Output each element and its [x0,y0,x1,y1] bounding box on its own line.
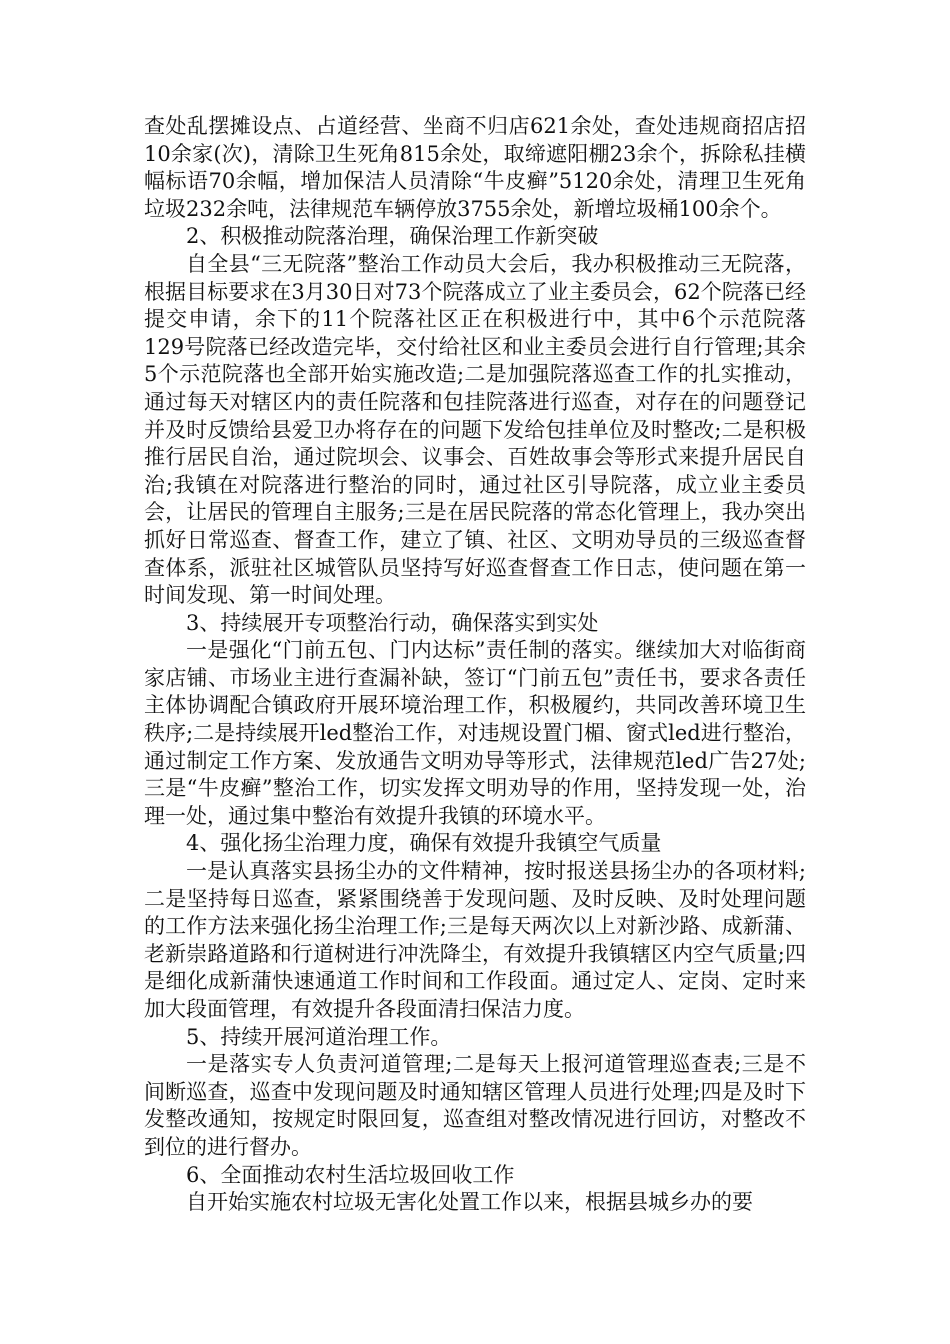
paragraph-rural-garbage: 自开始实施农村垃圾无害化处置工作以来，根据县城乡办的要 [186,1190,753,1215]
document-body [144,113,806,1217]
paragraph-continuation: 查处乱摆摊设点、占道经营、坐商不归店621余处，查处违规商招店招10余家(次)，清除卫生死角815余处，取缔遮阳棚23余个，拆除私挂横幅标语70余幅，增加保洁人员清除“牛皮癣”5120余处，清理卫生死角垃圾232余吨，法律规范车辆停放3755余处，新增垃圾桶100余个。 [144,114,806,221]
paragraph-dust-control: 一是认真落实县扬尘办的文件精神，按时报送县扬尘办的各项材料;二是坚持每日巡查，紧紧围绕善于发现问题、及时反映、及时处理问题的工作方法来强化扬尘治理工作;三是每天两次以上对新沙路、成新蒲、老新崇路道路和行道树进行冲洗降尘，有效提升我镇辖区内空气质量;四是细化成新蒲快速通道工作时间和工作段面。通过定人、定岗、定时来加大段面管理，有效提升各段面清扫保洁力度。 [144,859,806,1021]
section-heading-2: 2、积极推动院落治理，确保治理工作新突破 [186,224,599,249]
section-heading-3: 3、持续展开专项整治行动，确保落实到实处 [186,610,599,635]
section-heading-6: 6、全面推动农村生活垃圾回收工作 [186,1162,515,1187]
paragraph-courtyard-governance: 自全县“三无院落”整治工作动员大会后，我办积极推动三无院落，根据目标要求在3月30日对73个院落成立了业主委员会，62个院落已经提交申请，余下的11个院落社区正在积极进行中，其中6个示范院落129号院落已经改造完毕，交付给社区和业主委员会进行自行管理;其余5个示范院落也全部开始实施改造;二是加强院落巡查工作的扎实推动，通过每天对辖区内的责任院落和包挂院落进行巡查，对存在的问题登记并及时反馈给县爱卫办将存在的问题下发给包挂单位及时整改;二是积极推行居民自治，通过院坝会、议事会、百姓故事会等形式来提升居民自治;我镇在对院落进行整治的同时，通过社区引导院落，成立业主委员会，让居民的管理自主服务;三是在居民院落的常态化管理上，我办突出抓好日常巡查、督查工作，建立了镇、社区、文明劝导员的三级巡查督查体系，派驻社区城管队员坚持写好巡查督查工作日志，使问题在第一时间发现、第一时间处理。 [144,251,806,608]
section-heading-5: 5、持续开展河道治理工作。 [186,1024,452,1049]
section-heading-4: 4、强化扬尘治理力度，确保有效提升我镇空气质量 [186,831,662,856]
paragraph-river-governance: 一是落实专人负责河道管理;二是每天上报河道管理巡查表;三是不间断巡查，巡查中发现问题及时通知辖区管理人员进行处理;四是及时下发整改通知，按规定时限回复，巡查组对整改情况进行回访，对整改不到位的进行督办。 [144,1052,806,1159]
paragraph-special-rectification: 一是强化“门前五包、门内达标”责任制的落实。继续加大对临街商家店铺、市场业主进行查漏补缺，签订“门前五包”责任书，要求各责任主体协调配合镇政府开展环境治理工作，积极履约，共同改善环境卫生秩序;二是持续展开led整治工作，对违规设置门楣、窗式led进行整治，通过制定工作方案、发放通告文明劝导等形式，法律规范led广告27处;三是“牛皮癣”整治工作，切实发挥文明劝导的作用，坚持发现一处，治理一处，通过集中整治有效提升我镇的环境水平。 [144,638,806,828]
